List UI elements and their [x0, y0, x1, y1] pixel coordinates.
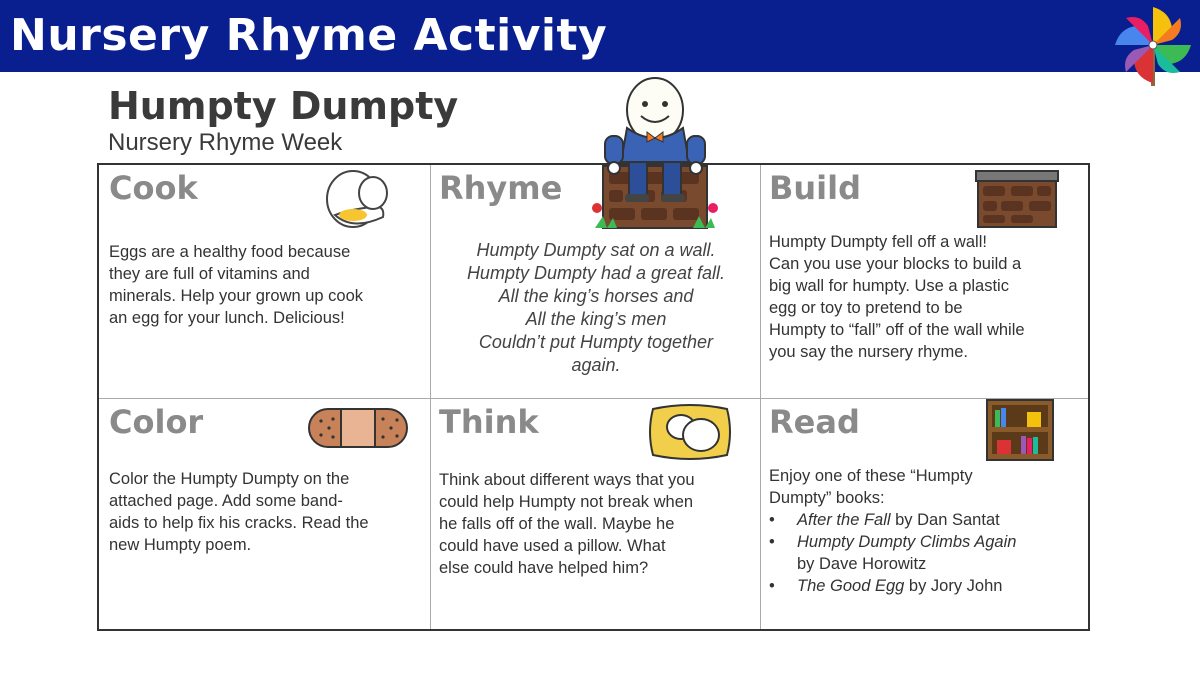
text-line: Humpty Dumpty fell off a wall!	[769, 233, 987, 251]
book-item	[769, 575, 1089, 597]
book-item	[769, 509, 1089, 531]
top-banner	[0, 0, 1200, 72]
rhyme-line: Humpty Dumpty sat on a wall.	[476, 240, 716, 260]
rhyme-line: Couldn’t put Humpty together	[478, 332, 714, 352]
humpty-dumpty-icon	[585, 76, 725, 236]
book-title: After the Fall	[797, 511, 891, 529]
grid-divider	[760, 165, 761, 629]
text-line: you say the nursery rhyme.	[769, 343, 968, 361]
read-title: Read	[769, 403, 860, 441]
rhyme-line: Humpty Dumpty had a great fall.	[466, 263, 726, 283]
text-line: else could have helped him?	[439, 559, 649, 577]
build-text	[769, 231, 1089, 363]
banner-title: Nursery Rhyme Activity	[10, 10, 608, 61]
text-line: Dumpty” books:	[769, 489, 885, 507]
pillow-egg-icon	[647, 401, 733, 463]
rhyme-line: All the king’s men	[525, 309, 667, 329]
build-title: Build	[769, 169, 862, 207]
egg-icon	[323, 169, 393, 235]
page-subtitle: Nursery Rhyme Week	[108, 129, 343, 156]
text-line: egg or toy to pretend to be	[769, 299, 963, 317]
book-item	[769, 531, 1089, 553]
text-line: Think about different ways that you	[439, 471, 695, 489]
rhyme-line: again.	[571, 355, 621, 375]
text-line: Can you use your blocks to build a	[769, 255, 1022, 273]
grid-divider	[430, 165, 431, 629]
cook-title: Cook	[109, 169, 198, 207]
book-author: by Jory John	[904, 577, 1003, 595]
color-title: Color	[109, 403, 204, 441]
rhyme-line: All the king’s horses and	[498, 286, 694, 306]
rhyme-title: Rhyme	[439, 169, 563, 207]
brick-wall-icon	[975, 170, 1059, 228]
think-title: Think	[439, 403, 539, 441]
book-title: The Good Egg	[797, 577, 905, 595]
read-text	[769, 465, 1089, 597]
text-line: Eggs are a healthy food because	[109, 243, 351, 261]
text-line: could help Humpty not break when	[439, 493, 694, 511]
text-line: Enjoy one of these “Humpty	[769, 467, 973, 485]
text-line: new Humpty poem.	[109, 536, 252, 554]
book-item-continued	[769, 553, 1089, 575]
book-author: by Dan Santat	[890, 511, 1000, 529]
text-line: they are full of vitamins and	[109, 265, 310, 283]
pinwheel-icon	[1110, 2, 1196, 88]
book-title: Humpty Dumpty Climbs Again	[797, 533, 1017, 551]
text-line: minerals. Help your grown up cook	[109, 287, 364, 305]
book-list	[769, 509, 1089, 597]
book-author: by Dave Horowitz	[797, 555, 927, 573]
text-line: he falls off of the wall. Maybe he	[439, 515, 675, 533]
cook-text	[109, 241, 419, 329]
text-line: Color the Humpty Dumpty on the	[109, 470, 350, 488]
bookshelf-icon	[985, 398, 1055, 462]
text-line: an egg for your lunch. Delicious!	[109, 309, 345, 327]
text-line: aids to help fix his cracks. Read the	[109, 514, 369, 532]
text-line: attached page. Add some band-	[109, 492, 343, 510]
text-line: could have used a pillow. What	[439, 537, 666, 555]
color-text	[109, 468, 427, 556]
rhyme-text	[431, 239, 761, 377]
bandage-icon	[307, 407, 409, 449]
text-line: Humpty to “fall” off of the wall while	[769, 321, 1025, 339]
grid-divider	[99, 398, 1088, 399]
think-text	[439, 469, 759, 579]
text-line: big wall for humpty. Use a plastic	[769, 277, 1009, 295]
page-title: Humpty Dumpty	[108, 84, 459, 128]
